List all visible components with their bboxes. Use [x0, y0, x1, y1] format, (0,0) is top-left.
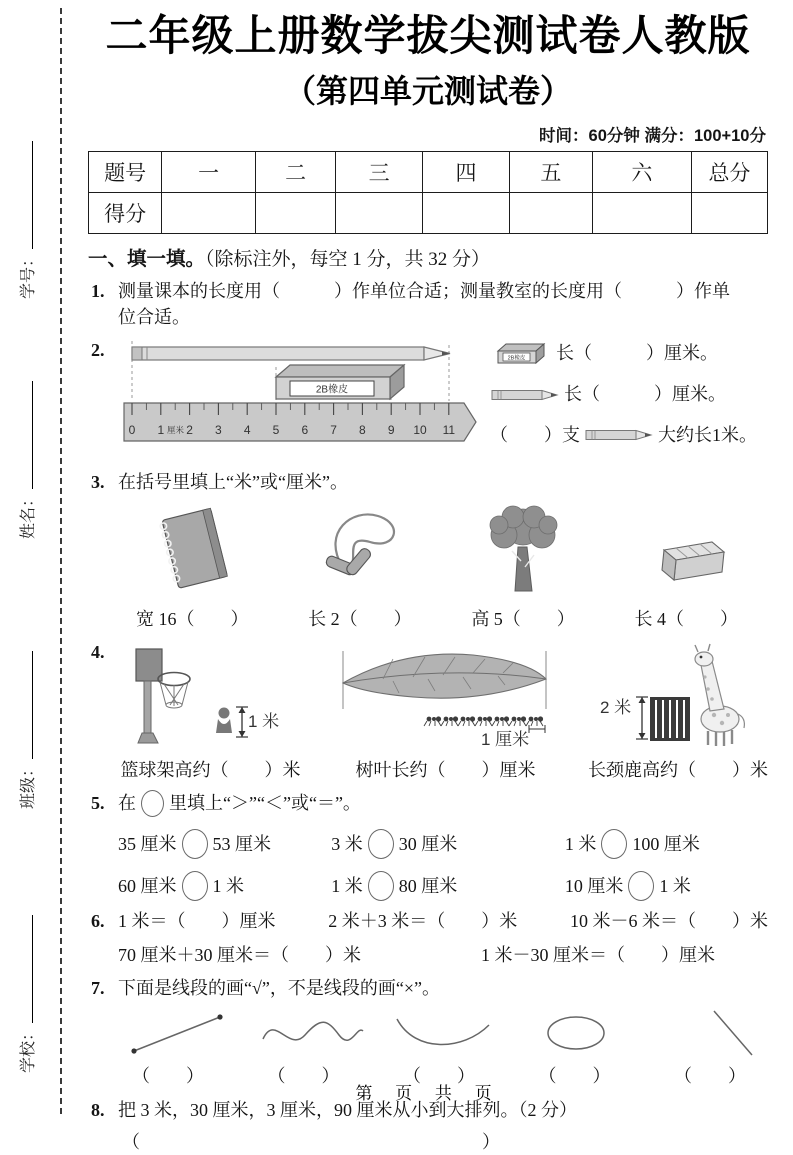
eraser-figure [276, 365, 404, 399]
score-header-cell: 四 [423, 152, 510, 193]
pencil-figure [132, 347, 450, 360]
seal-blank-line [18, 141, 33, 249]
tree-icon [476, 501, 571, 596]
leaf-with-ants-icon [333, 647, 558, 747]
eraser-icon [490, 339, 552, 367]
compare-circle [601, 829, 627, 859]
question-7 [88, 975, 768, 1089]
question-1-number: 1. [91, 281, 105, 302]
compare-right: 30 厘米 [398, 834, 458, 855]
compare-right: 1 米 [659, 876, 691, 897]
diagonal-line-shape [652, 1005, 764, 1061]
seal-dashed-line [60, 8, 62, 1114]
page-title: 二年级上册数学拔尖测试卷人教版 [105, 12, 751, 59]
question-3-item-eraser-block [634, 536, 738, 632]
answer-blank: （ ） [132, 1066, 204, 1087]
compare-circle [141, 790, 164, 817]
question-5-text-post: 里填上“＞”“＜”或“＝”。 [169, 793, 361, 814]
score-row-label: 得分 [89, 193, 162, 234]
score-empty-cell [256, 193, 336, 234]
seal-student-id [15, 100, 39, 340]
seal-school-label: 学校： [20, 1025, 37, 1074]
seal-student-id-label: 学号： [20, 251, 37, 300]
eraser-brand-label: 2B橡皮 [507, 355, 526, 362]
question-3-item-tree [471, 501, 575, 632]
question-3-item-notebook [136, 504, 249, 632]
question-8 [88, 1097, 768, 1155]
question-2-item1-text: 长（ ）厘米。 [556, 343, 718, 364]
question-6 [88, 908, 768, 968]
giraffe-figure [695, 644, 744, 746]
conversion-item: 2 米＋3 米＝（ ）米 [328, 911, 518, 932]
answer-blank: （ ） [267, 1066, 340, 1087]
score-table [88, 151, 768, 234]
conversion-item: 10 米－6 米＝（ ）米 [570, 911, 768, 932]
question-4-item2-label: 树叶长约（ ）厘米 [355, 760, 536, 781]
score-header-cell: 题号 [89, 152, 162, 193]
seal-blank-line [18, 381, 33, 489]
question-7-text: 下面是线段的画“√”，不是线段的画“×”。 [118, 978, 440, 999]
jump-rope-icon [312, 504, 407, 596]
ants-row [424, 716, 543, 726]
ruler-number: 0 [128, 423, 136, 438]
compare-item [331, 829, 565, 859]
question-3 [88, 469, 768, 632]
question-3-item1-label: 宽 16（ ） [136, 608, 249, 629]
wavy-line-shape [255, 1005, 367, 1061]
question-6-number: 6. [91, 911, 105, 932]
giraffe-with-radiator-icon [598, 639, 758, 747]
question-5 [88, 790, 768, 901]
question-4-item-giraffe [588, 639, 768, 783]
compare-circle [368, 871, 394, 901]
seal-class-label: 班级： [20, 761, 37, 810]
compare-item [565, 871, 768, 901]
seal-blank-line [18, 915, 33, 1023]
page-subtitle: （第四单元测试卷） [283, 73, 572, 110]
score-header-cell: 六 [592, 152, 691, 193]
conversion-item: 1 米－30 厘米＝（ ）厘米 [481, 945, 715, 966]
question-4 [88, 639, 768, 783]
radiator-figure [650, 697, 690, 741]
question-2-item-pencil-count [490, 422, 768, 448]
question-2-item-eraser [490, 339, 768, 367]
question-1-text-line1: 测量课本的长度用（ ）作单位合适；测量教室的长度用（ ）作单 [118, 281, 730, 302]
compare-left: 1 米 [331, 876, 363, 897]
question-4-item-leaf [333, 647, 558, 783]
ruler-pencil-eraser-figure [118, 337, 486, 449]
score-empty-cell [423, 193, 510, 234]
ruler-number: 8 [359, 423, 366, 438]
ruler-number: 7 [330, 423, 337, 438]
compare-circle [182, 829, 208, 859]
question-2-item-pencil [490, 381, 768, 407]
question-1-text-line2: 位合适。 [118, 307, 190, 328]
ellipse-shape [520, 1005, 632, 1061]
score-empty-cell [336, 193, 423, 234]
question-3-item-jump-rope [308, 504, 412, 632]
question-3-item3-label: 高 5（ ） [471, 608, 575, 629]
ruler-number: 4 [243, 423, 251, 438]
compare-right: 80 厘米 [398, 876, 458, 897]
question-2 [88, 337, 768, 461]
compare-left: 10 厘米 [564, 876, 624, 897]
compare-left: 1 米 [564, 834, 597, 855]
ruler-number: 10 [413, 423, 427, 438]
question-4-number: 4. [91, 641, 105, 662]
notebook-icon [146, 504, 238, 596]
question-2-number: 2. [91, 340, 105, 361]
reference-height-label: 2 米 [600, 697, 632, 717]
score-empty-cell [162, 193, 256, 234]
compare-circle [628, 871, 654, 901]
score-header-cell: 总分 [691, 152, 767, 193]
section-one-title: 一、填一填。 [88, 249, 206, 271]
score-header-cell: 二 [256, 152, 336, 193]
eraser-brand-label: 2B橡皮 [315, 384, 349, 396]
score-header-cell: 三 [336, 152, 423, 193]
question-7-number: 7. [91, 978, 105, 999]
question-3-number: 3. [91, 471, 105, 492]
time-score-info: 时间：60分钟 满分：100+10分 [539, 127, 766, 146]
reference-height-label: 1 米 [248, 711, 280, 731]
compare-item [118, 871, 331, 901]
ruler-number: 3 [215, 423, 222, 438]
ruler-number: 9 [387, 423, 395, 438]
question-8-number: 8. [91, 1099, 105, 1120]
answer-blank: （ ） [538, 1066, 611, 1087]
ruler-unit-label: 厘米 [166, 425, 185, 436]
eraser-block-icon [642, 536, 730, 596]
question-4-item3-label: 长颈鹿高约（ ）米 [588, 760, 768, 781]
question-2-item3-post: 大约长1米。 [658, 424, 757, 445]
question-3-text: 在括号里填上“米”或“厘米”。 [118, 471, 348, 492]
score-header-cell: 五 [509, 152, 592, 193]
score-header-cell: 一 [162, 152, 256, 193]
pencil-icon [490, 386, 560, 404]
question-3-item2-label: 长 2（ ） [308, 608, 412, 629]
score-empty-cell [592, 193, 691, 234]
ruler-number: 2 [186, 423, 193, 438]
seal-name [15, 340, 39, 580]
section-one-note: （除标注外，每空 1 分，共 32 分） [205, 249, 491, 271]
answer-blank: （ ） [674, 1066, 746, 1087]
conversion-item: 1 米＝（ ）厘米 [118, 911, 276, 932]
compare-item [118, 829, 331, 859]
compare-item [331, 871, 565, 901]
ruler-number: 11 [442, 423, 456, 438]
compare-circle [368, 829, 394, 859]
question-8-answer-blank: （ ） [122, 1131, 500, 1152]
section-one-heading [88, 243, 768, 271]
compare-item [565, 829, 768, 859]
compare-left: 60 厘米 [118, 876, 177, 897]
footer-page-info: 第 页 共 页 [355, 1084, 501, 1103]
reference-length-label: 1 厘米 [481, 729, 530, 747]
compare-left: 35 厘米 [118, 834, 177, 855]
exam-paper [88, 12, 768, 1155]
compare-left: 3 米 [331, 834, 363, 855]
question-1 [88, 278, 768, 330]
basketball-hoop-icon [118, 647, 303, 747]
pencil-icon [584, 426, 654, 444]
compare-right: 1 米 [212, 876, 244, 897]
compare-circle [182, 871, 208, 901]
question-8-text: 把 3 米，30 厘米，3 厘米，90 厘米从小到大排列。（2 分） [118, 1099, 577, 1120]
ruler-number: 1 [157, 423, 165, 438]
question-5-text-pre: 在 [118, 793, 136, 814]
seal-class [15, 610, 39, 850]
compare-right: 100 厘米 [632, 834, 700, 855]
ruler-number: 6 [301, 423, 309, 438]
question-2-item2-text: 长（ ）厘米。 [564, 384, 726, 405]
seal-blank-line [18, 651, 33, 759]
score-empty-cell [691, 193, 767, 234]
compare-right: 53 厘米 [212, 834, 271, 855]
score-empty-cell [509, 193, 592, 234]
curved-line-shape [387, 1005, 499, 1061]
answer-blank: （ ） [403, 1066, 475, 1087]
question-2-item3-pre: （ ）支 [490, 424, 580, 445]
ruler-number: 5 [272, 423, 280, 438]
seal-school [15, 874, 39, 1114]
question-3-item4-label: 长 4（ ） [634, 608, 738, 629]
conversion-item: 70 厘米＋30 厘米＝（ ）米 [118, 945, 361, 966]
question-4-item1-label: 篮球架高约（ ）米 [120, 760, 301, 781]
question-5-text [118, 790, 768, 817]
seal-name-label: 姓名： [20, 491, 37, 540]
question-4-item-basketball-hoop [118, 647, 303, 783]
ruler-figure [124, 403, 476, 441]
question-5-number: 5. [91, 793, 105, 814]
line-segment-shape [122, 1005, 234, 1061]
